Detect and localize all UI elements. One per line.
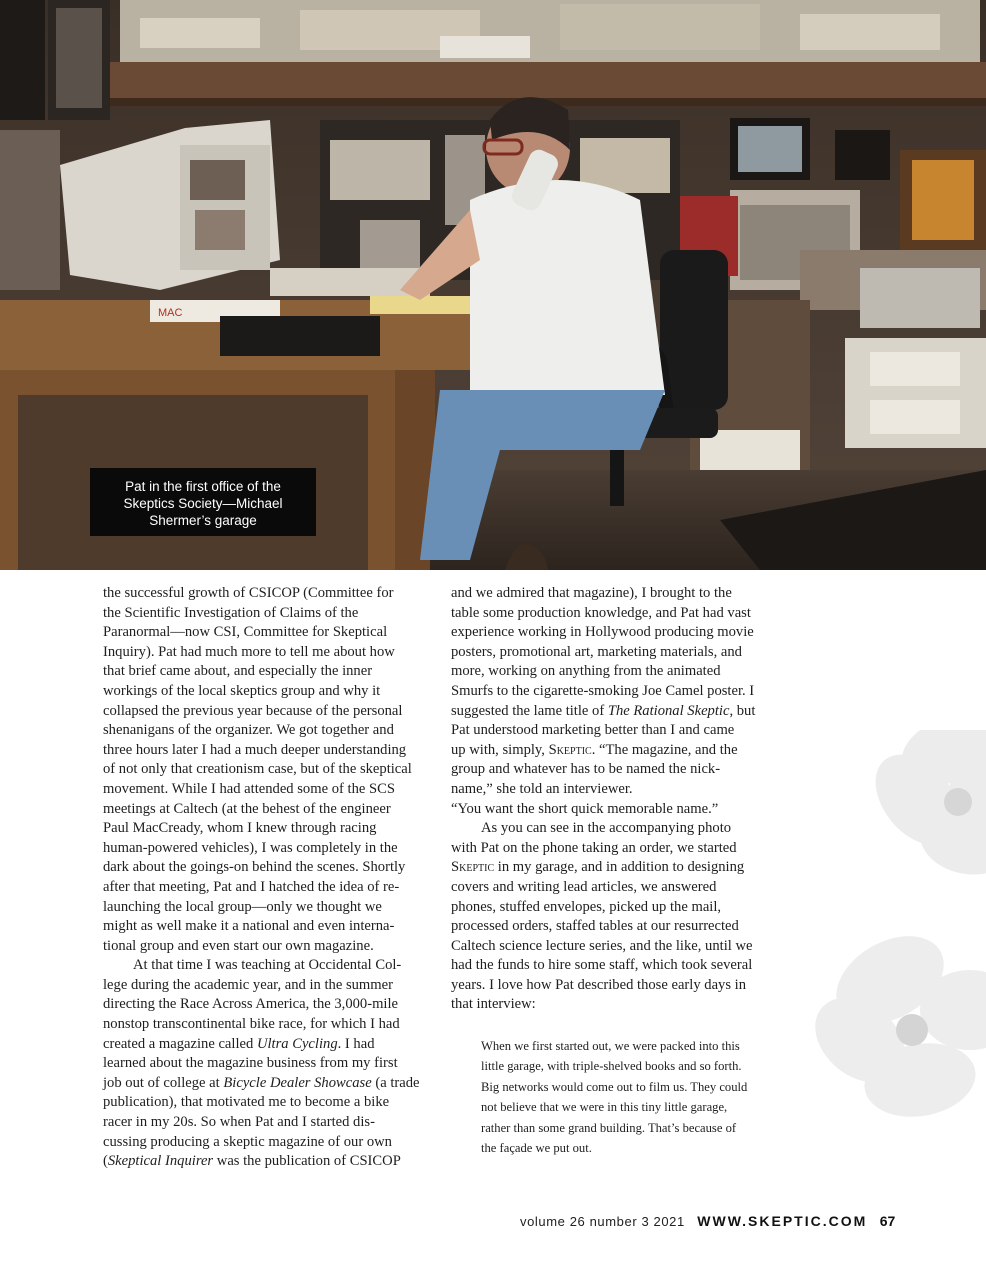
text-run: in my garage, and in addition to designing: [494, 859, 745, 876]
article-column-left: [103, 584, 433, 1172]
text-line: [103, 1152, 433, 1172]
text-line: covers and writing lead articles, we answered: [451, 878, 717, 895]
quote-line: Big networks would come out to film us. They could: [481, 1079, 748, 1094]
quote-line: rather than some grand building. That’s because of: [481, 1120, 737, 1135]
paragraph: [451, 819, 781, 1015]
text-line: shenanigans of the organizer. We got together and: [103, 722, 394, 739]
text-line: movement. While I had attended some of the SCS: [103, 780, 395, 797]
text-run: was the publication of CSICOP: [213, 1153, 401, 1170]
text-line: lege during the academic year, and in the summer: [103, 976, 393, 993]
text-run: created a magazine called: [103, 1035, 257, 1052]
paragraph: [103, 956, 433, 1172]
text-line: [451, 702, 781, 722]
text-run: , but: [729, 702, 756, 719]
quote-line: not believe that we were in this tiny little garage,: [481, 1100, 728, 1115]
text-line: years. I love how Pat described those early days in: [451, 976, 747, 993]
text-line: the successful growth of CSICOP (Committee for: [103, 585, 394, 601]
text-line: [103, 1074, 433, 1094]
text-line: more, working on anything from the animated: [451, 663, 721, 680]
quote-line: the façade we put out.: [481, 1141, 592, 1156]
text-run: up with, simply,: [451, 741, 549, 758]
text-run: . I had: [337, 1035, 375, 1052]
text-line: the Scientific Investigation of Claims of the: [103, 604, 359, 621]
text-line: group and whatever has to be named the nick-: [451, 761, 721, 778]
caption-line: Skeptics Society—Michael: [123, 496, 283, 511]
text-line: Caltech science lecture series, and the like, until we: [451, 937, 753, 954]
text-line: racer in my 20s. So when Pat and I started dis-: [103, 1114, 375, 1131]
text-line: Pat understood marketing better than I and came: [451, 722, 735, 739]
magazine-title: Ultra Cycling: [256, 1035, 338, 1052]
text-line: experience working in Hollywood producing movie: [451, 624, 754, 641]
website-url: WWW.SKEPTIC.COM: [697, 1213, 868, 1229]
text-line: Paul MacCready, whom I knew through racing: [103, 820, 377, 837]
photo-caption: [90, 468, 316, 536]
paragraph: [103, 584, 433, 956]
text-run: (: [103, 1153, 108, 1170]
garage-office-photo: [0, 0, 986, 570]
text-line: At that time I was teaching at Occidental Col-: [133, 957, 402, 974]
text-line: Smurfs to the cigarette-smoking Joe Camel poster. I: [451, 682, 755, 699]
text-line: after that meeting, Pat and I hatched the idea of re-: [103, 878, 400, 895]
text-line: publication), that motivated me to become a bike: [103, 1094, 390, 1111]
text-line: name,” she told an interviewer.: [451, 780, 633, 797]
text-line: that interview:: [451, 996, 536, 1013]
issue-info: volume 26 number 3 2021: [520, 1214, 685, 1229]
magazine-name: Skeptic: [548, 741, 592, 758]
text-line: three hours later I had a much deeper understanding: [103, 741, 407, 758]
text-line: tional group and even start our own magazine.: [103, 937, 374, 954]
text-line: that brief came about, and especially the inner: [103, 663, 373, 680]
text-line: workings of the local skeptics group and why it: [103, 682, 381, 699]
paragraph: [451, 584, 781, 819]
publication-title: Skeptical Inquirer: [107, 1153, 214, 1170]
text-line: collapsed the previous year because of the personal: [103, 702, 403, 719]
text-line: posters, promotional art, marketing materials, and: [451, 643, 742, 660]
text-line: learned about the magazine business from my first: [103, 1055, 398, 1072]
text-line: As you can see in the accompanying photo: [481, 820, 732, 837]
text-line: phones, stuffed envelopes, picked up the mail,: [451, 898, 722, 915]
article-column-right: [451, 584, 781, 1015]
text-line: [451, 741, 781, 761]
text-line: [451, 858, 781, 878]
text-line: might as well make it a national and even interna-: [103, 918, 395, 935]
text-line: and we admired that magazine), I brought to the: [451, 585, 732, 601]
text-line: directing the Race Across America, the 3,000-mile: [103, 996, 399, 1013]
text-line: with Pat on the phone taking an order, we started: [451, 839, 737, 856]
text-run: suggested the lame title of: [451, 702, 608, 719]
text-line: of not only that creationism case, but of the skeptical: [103, 761, 412, 778]
text-run: (a trade: [371, 1074, 420, 1091]
text-line: nonstop transcontinental bike race, for which I had: [103, 1016, 400, 1033]
magazine-name: Skeptic: [451, 859, 495, 876]
quote-line: little garage, with triple-shelved books and so forth.: [481, 1059, 742, 1074]
text-run: job out of college at: [103, 1074, 224, 1091]
text-line: “You want the short quick memorable name.”: [451, 800, 719, 817]
text-line: meetings at Caltech (at the behest of the engineer: [103, 800, 391, 817]
interview-block-quote: [481, 1036, 811, 1158]
text-line: launching the local group—only we thought we: [103, 898, 382, 915]
text-line: processed orders, staffed tables at our resurrected: [451, 918, 739, 935]
page-footer: [520, 1213, 900, 1233]
text-line: [103, 1035, 433, 1055]
text-line: Inquiry). Pat had much more to tell me about how: [103, 643, 395, 660]
publication-title: Bicycle Dealer Showcase: [223, 1074, 372, 1091]
text-line: human-powered vehicles), I was completely in the: [103, 839, 398, 856]
text-line: table some production knowledge, and Pat had vast: [451, 604, 751, 621]
magazine-title: The Rational Skeptic: [607, 702, 730, 719]
decorative-flowers: [800, 730, 986, 1130]
page-number: 67: [879, 1213, 896, 1229]
text-line: had the funds to hire some staff, which took several: [451, 957, 753, 974]
caption-line: Pat in the first office of the: [125, 479, 281, 494]
sticker-label: MAC: [158, 307, 183, 319]
text-line: dark about the goings-on behind the scenes. Shortly: [103, 859, 406, 876]
caption-line: Shermer’s garage: [149, 513, 257, 528]
text-line: cussing producing a skeptic magazine of our own: [103, 1133, 392, 1150]
text-run: . “The magazine, and the: [591, 741, 738, 758]
quote-line: When we first started out, we were packed into this: [481, 1039, 740, 1053]
text-line: Paranormal—now CSI, Committee for Skeptical: [103, 624, 388, 641]
